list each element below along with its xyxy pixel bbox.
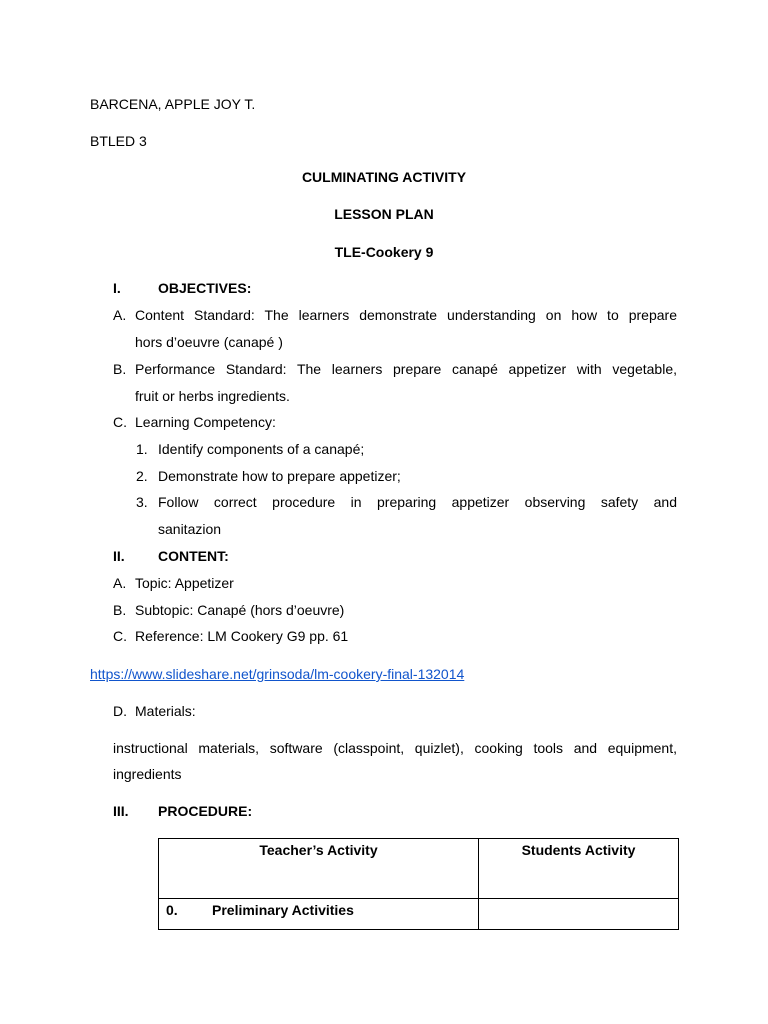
performance-standard-line1: Performance Standard: The learners prepare canapé appetizer with vegetable,: [135, 361, 677, 377]
preliminary-activities-cell: [159, 899, 479, 930]
table-row: [159, 899, 679, 930]
row-label: Preliminary Activities: [212, 902, 354, 918]
competency-item-2: Demonstrate how to prepare appetizer;: [158, 468, 401, 484]
competency-item-3-line1: Follow correct procedure in preparing appetizer observing safety and: [158, 494, 677, 510]
section-number-content: II.: [113, 548, 125, 564]
header-students-activity: [479, 839, 679, 899]
content-label-d: D.: [113, 703, 127, 719]
list-label-b: B.: [113, 361, 127, 377]
section-number-objectives: I.: [113, 280, 121, 296]
list-label-c: C.: [113, 414, 127, 430]
section-number-procedure: III.: [113, 803, 129, 819]
content-standard-line1: Content Standard: The learners demonstrate understanding on how to prepare: [135, 307, 677, 323]
competency-item-1: Identify components of a canapé;: [158, 441, 365, 457]
content-topic: Topic: Appetizer: [135, 575, 234, 591]
performance-standard-line2: fruit or herbs ingredients.: [135, 388, 290, 404]
section-heading-procedure: PROCEDURE:: [158, 803, 253, 819]
competency-item-3-line2: sanitazion: [158, 521, 222, 537]
title-subject: TLE-Cookery 9: [334, 244, 434, 260]
section-heading-objectives: OBJECTIVES:: [158, 280, 252, 296]
content-subtopic: Subtopic: Canapé (hors d’oeuvre): [135, 602, 345, 618]
procedure-table: [158, 838, 679, 930]
title-culminating-activity: CULMINATING ACTIVITY: [301, 169, 467, 185]
materials-label: Materials:: [135, 703, 196, 719]
content-label-b: B.: [113, 602, 127, 618]
content-label-c: C.: [113, 628, 127, 644]
section-heading-content: CONTENT:: [158, 548, 229, 564]
competency-number-2: 2.: [136, 468, 148, 484]
table-header-row: [159, 839, 679, 899]
learning-competency-label: Learning Competency:: [135, 414, 276, 430]
student-section: BTLED 3: [90, 133, 147, 149]
title-lesson-plan: LESSON PLAN: [334, 206, 434, 222]
row-number: 0.: [166, 902, 178, 918]
header-teachers-activity: [159, 839, 479, 899]
content-label-a: A.: [113, 575, 127, 591]
list-label-a: A.: [113, 307, 127, 323]
header-teachers-activity-text: Teacher’s Activity: [259, 842, 378, 858]
reference-link[interactable]: https://www.slideshare.net/grinsoda/lm-cookery-final-132014: [90, 666, 465, 682]
students-activity-cell: [479, 899, 679, 930]
header-students-activity-text: Students Activity: [521, 842, 636, 858]
competency-number-1: 1.: [136, 441, 148, 457]
materials-line2: ingredients: [113, 766, 182, 782]
competency-number-3: 3.: [136, 494, 148, 510]
materials-line1: instructional materials, software (classpoint, quizlet), cooking tools and equipment,: [113, 740, 677, 756]
student-name: BARCENA, APPLE JOY T.: [90, 96, 256, 112]
content-standard-line2: hors d’oeuvre (canapé ): [135, 334, 283, 350]
content-reference: Reference: LM Cookery G9 pp. 61: [135, 628, 349, 644]
